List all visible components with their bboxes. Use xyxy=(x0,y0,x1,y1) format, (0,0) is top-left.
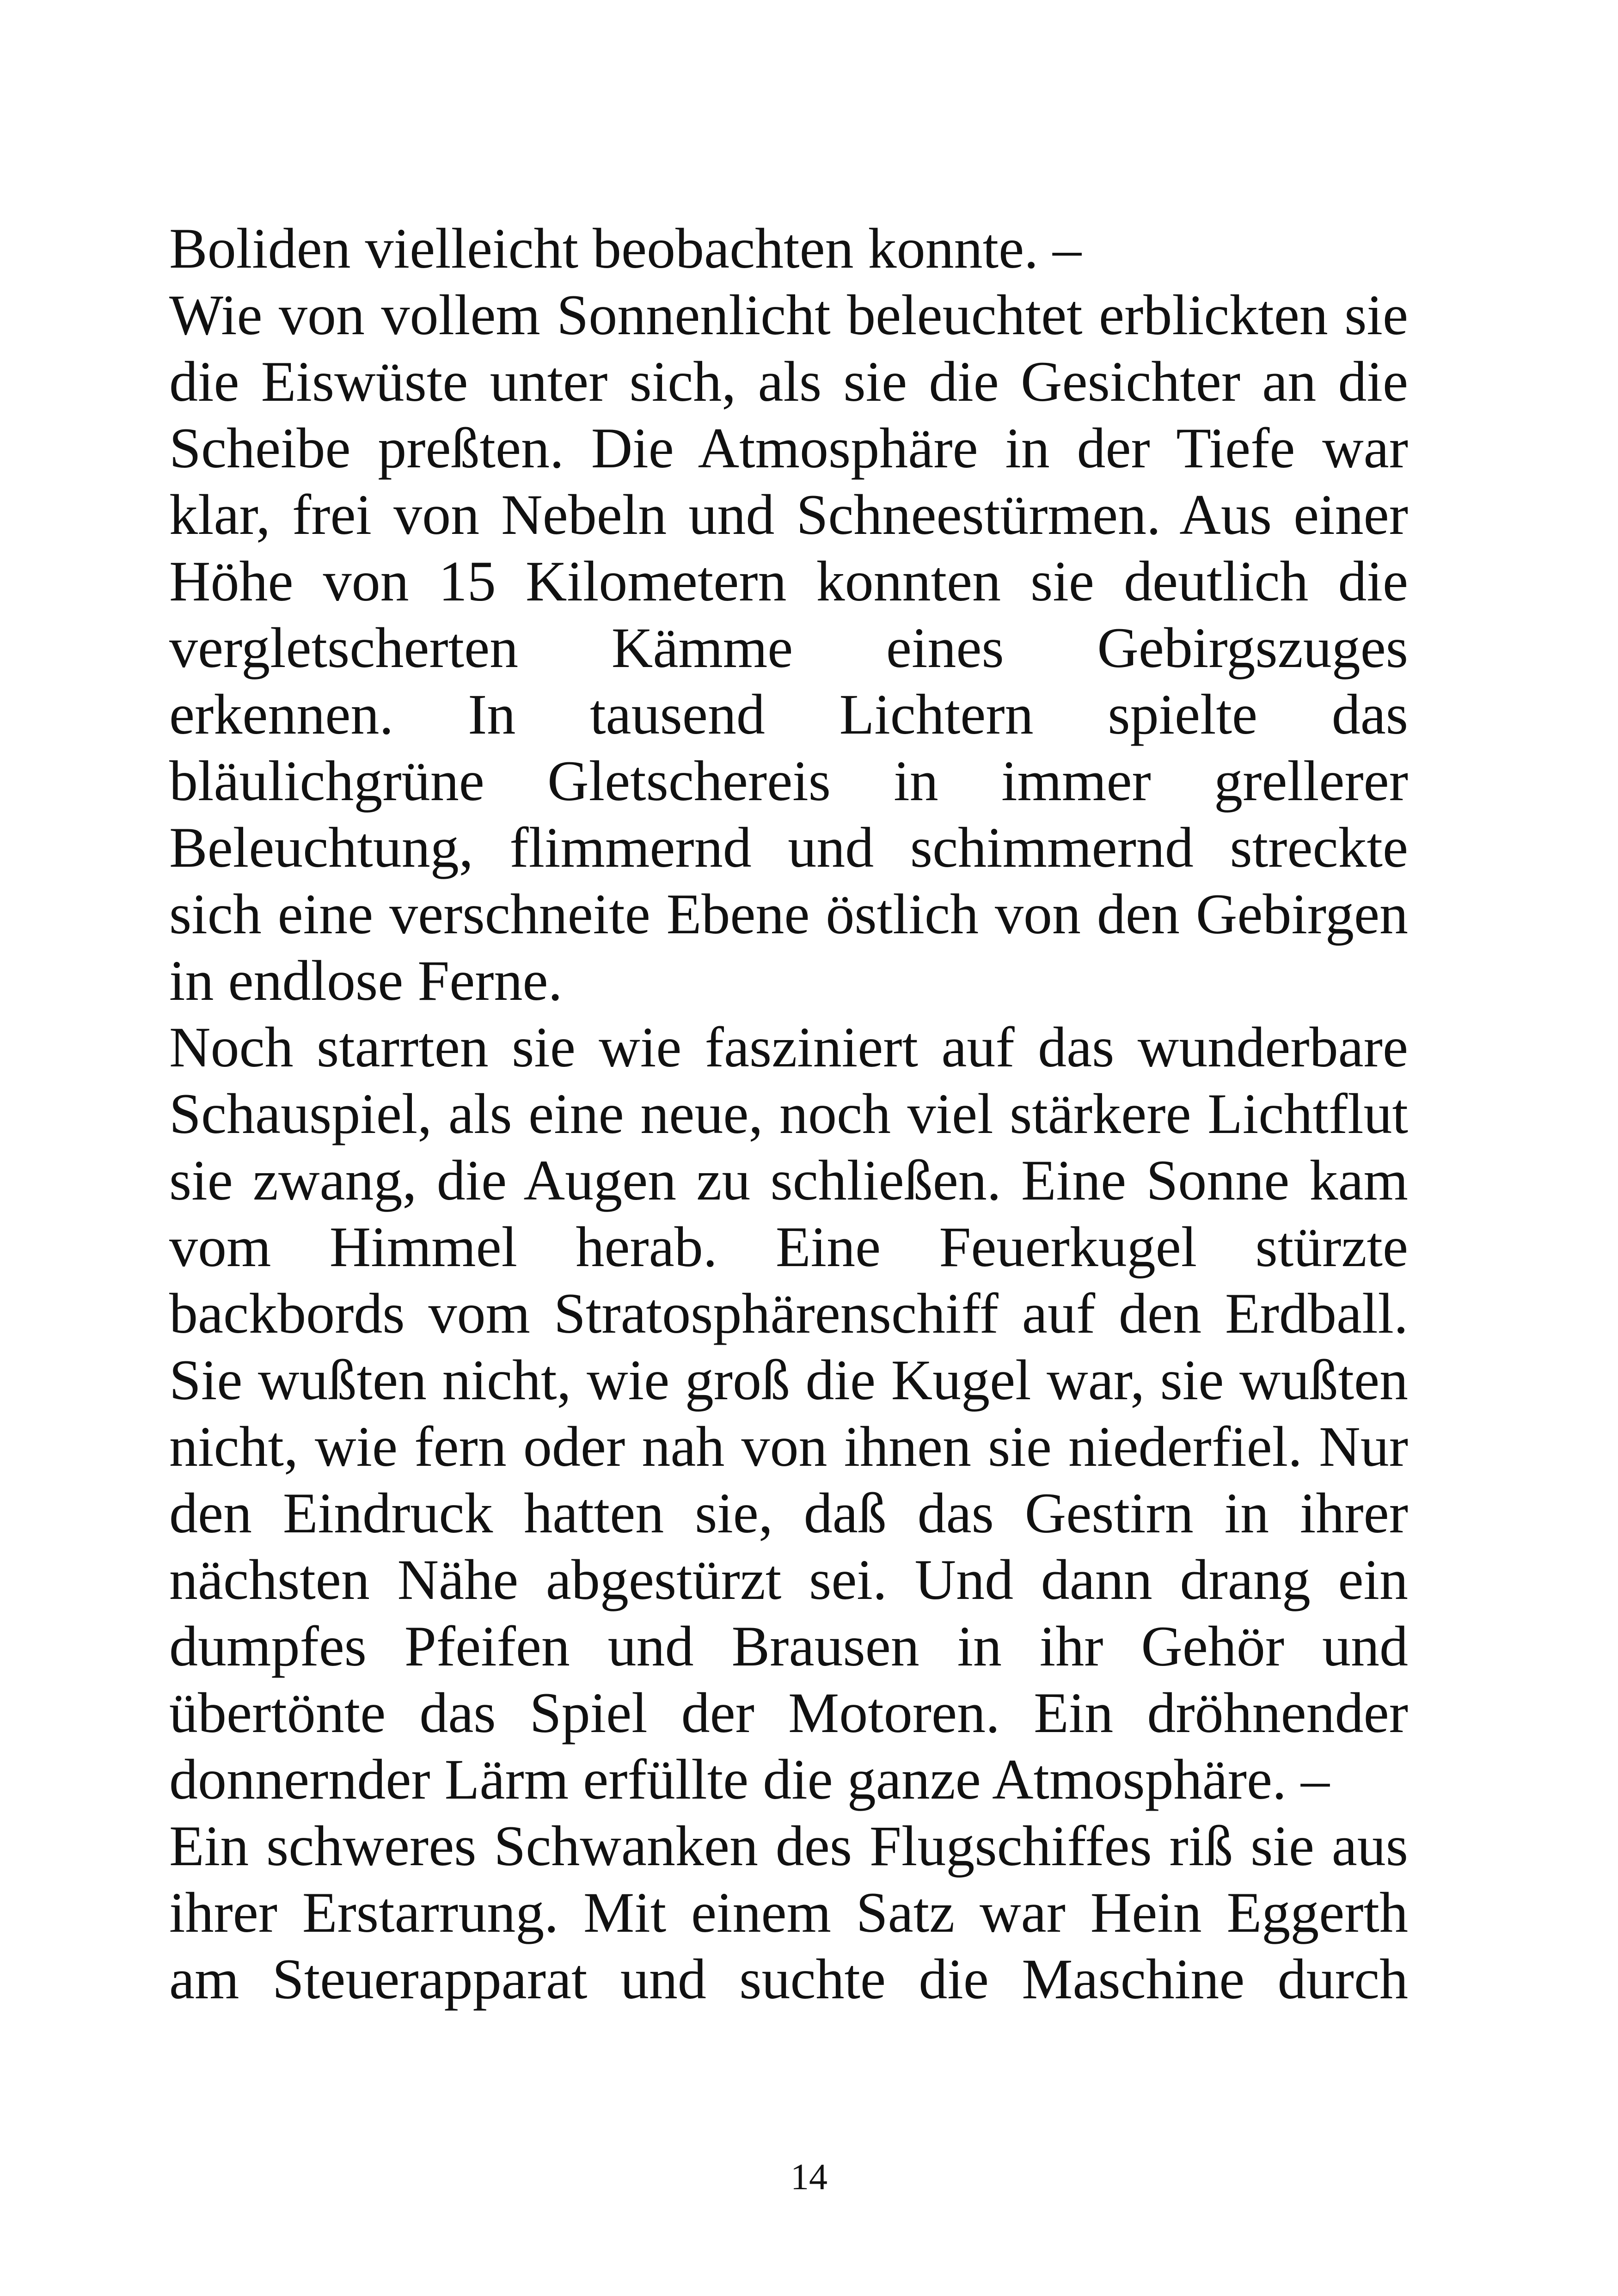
text-line: in endlose Ferne. xyxy=(169,949,563,1012)
text-line: vom Himmel herab. Eine Feuerkugel stürzte xyxy=(169,1215,1408,1279)
text-line: Höhe von 15 Kilometern konnten sie deutlich die xyxy=(169,550,1408,613)
text-line: dumpfes Pfeifen und Brausen in ihr Gehör und xyxy=(169,1615,1408,1678)
text-line: Noch starrten sie wie fasziniert auf das wunderbare xyxy=(169,1016,1408,1079)
text-line: Wie von vollem Sonnenlicht beleuchtet erblickten sie xyxy=(169,283,1408,347)
text-line: den Eindruck hatten sie, daß das Gestirn in ihrer xyxy=(169,1482,1408,1545)
text-line: Beleuchtung, flimmernd und schimmernd streckte xyxy=(169,816,1408,879)
text-line: übertönte das Spiel der Motoren. Ein dröhnender xyxy=(169,1681,1408,1745)
text-line: Schauspiel, als eine neue, noch viel stärkere Lichtflut xyxy=(169,1082,1408,1145)
text-line: Scheibe preßten. Die Atmosphäre in der Tiefe war xyxy=(169,416,1408,480)
text-line: Sie wußten nicht, wie groß die Kugel war, sie wußten xyxy=(169,1348,1408,1412)
text-line: vergletscherten Kämme eines Gebirgszuges xyxy=(169,616,1408,680)
text-line: klar, frei von Nebeln und Schneestürmen. Aus einer xyxy=(169,483,1408,546)
text-line: die Eiswüste unter sich, als sie die Gesichter an die xyxy=(169,350,1408,413)
body-text xyxy=(169,215,1408,2013)
paragraph-3 xyxy=(169,1014,1408,1813)
text-line: erkennen. In tausend Lichtern spielte das xyxy=(169,683,1408,746)
text-line: sich eine verschneite Ebene östlich von den Gebirgen xyxy=(169,882,1408,946)
text-line: Boliden vielleicht beobachten konnte. – xyxy=(169,217,1082,280)
paragraph-2 xyxy=(169,282,1408,1014)
text-line: sie zwang, die Augen zu schließen. Eine Sonne kam xyxy=(169,1149,1408,1212)
paragraph-4 xyxy=(169,1813,1408,2013)
page-number: 14 xyxy=(791,2157,827,2198)
text-line: Ein schweres Schwanken des Flugschiffes riß sie aus xyxy=(169,1814,1408,1878)
text-line: bläulichgrüne Gletschereis in immer grellerer xyxy=(169,749,1408,813)
text-line: nicht, wie fern oder nah von ihnen sie niederfiel. Nur xyxy=(169,1415,1408,1478)
text-line: donnernder Lärm erfüllte die ganze Atmosphäre. – xyxy=(169,1748,1330,1811)
text-line: ihrer Erstarrung. Mit einem Satz war Hein Eggerth xyxy=(169,1881,1408,1944)
paragraph-1 xyxy=(169,215,1408,282)
text-line: am Steuerapparat und suchte die Maschine durch xyxy=(169,1947,1408,2011)
text-line: backbords vom Stratosphärenschiff auf den Erdball. xyxy=(169,1282,1408,1345)
text-line: nächsten Nähe abgestürzt sei. Und dann drang ein xyxy=(169,1548,1408,1611)
